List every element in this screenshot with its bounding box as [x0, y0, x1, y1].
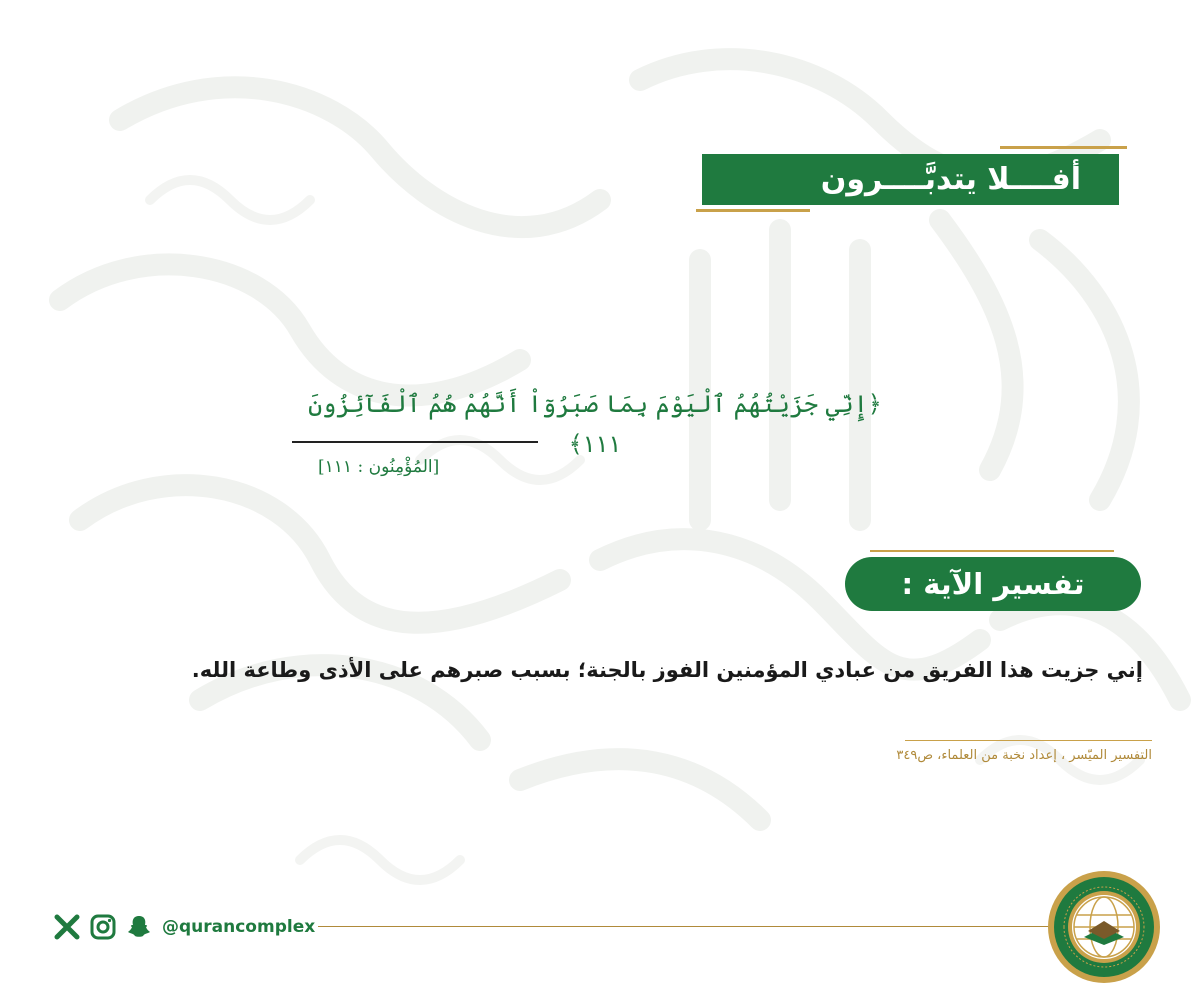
surah-reference: [المُؤْمِنُون : ١١١] [318, 457, 440, 477]
tafsir-heading-pill [845, 557, 1141, 611]
quran-complex-seal [1046, 869, 1162, 985]
page-title: أفــــلا يتدبَّــــرون [820, 162, 1081, 197]
social-links [52, 912, 315, 942]
tafsir-heading: تفسير الآية : [901, 567, 1085, 601]
x-icon[interactable] [52, 912, 82, 942]
footer-divider [318, 926, 1048, 927]
source-citation: التفسير الميّسر ، إعداد نخبة من العلماء، ص٣٤٩ [896, 748, 1152, 763]
source-accent [905, 740, 1152, 741]
snapchat-icon[interactable] [124, 912, 154, 942]
social-handle[interactable]: @qurancomplex [162, 917, 316, 937]
ayah-divider [292, 441, 538, 443]
title-bottom-accent [696, 209, 810, 212]
title-top-accent [1000, 146, 1127, 149]
title-banner [702, 154, 1119, 205]
instagram-icon[interactable] [88, 912, 118, 942]
ayah-text: ﴿إِنِّي جَزَيْتُهُمُ ٱلْيَوْمَ بِمَا صَبَرُوٓاْ أَنَّهُمْ هُمُ ٱلْفَآئِزُونَ ١١١﴾ [308, 390, 882, 458]
tafsir-top-accent [870, 550, 1114, 552]
tafsir-text: إني جزيت هذا الفريق من عبادي المؤمنين الفوز بالجنة؛ بسبب صبرهم على الأذى وطاعة الله. [191, 658, 1143, 682]
